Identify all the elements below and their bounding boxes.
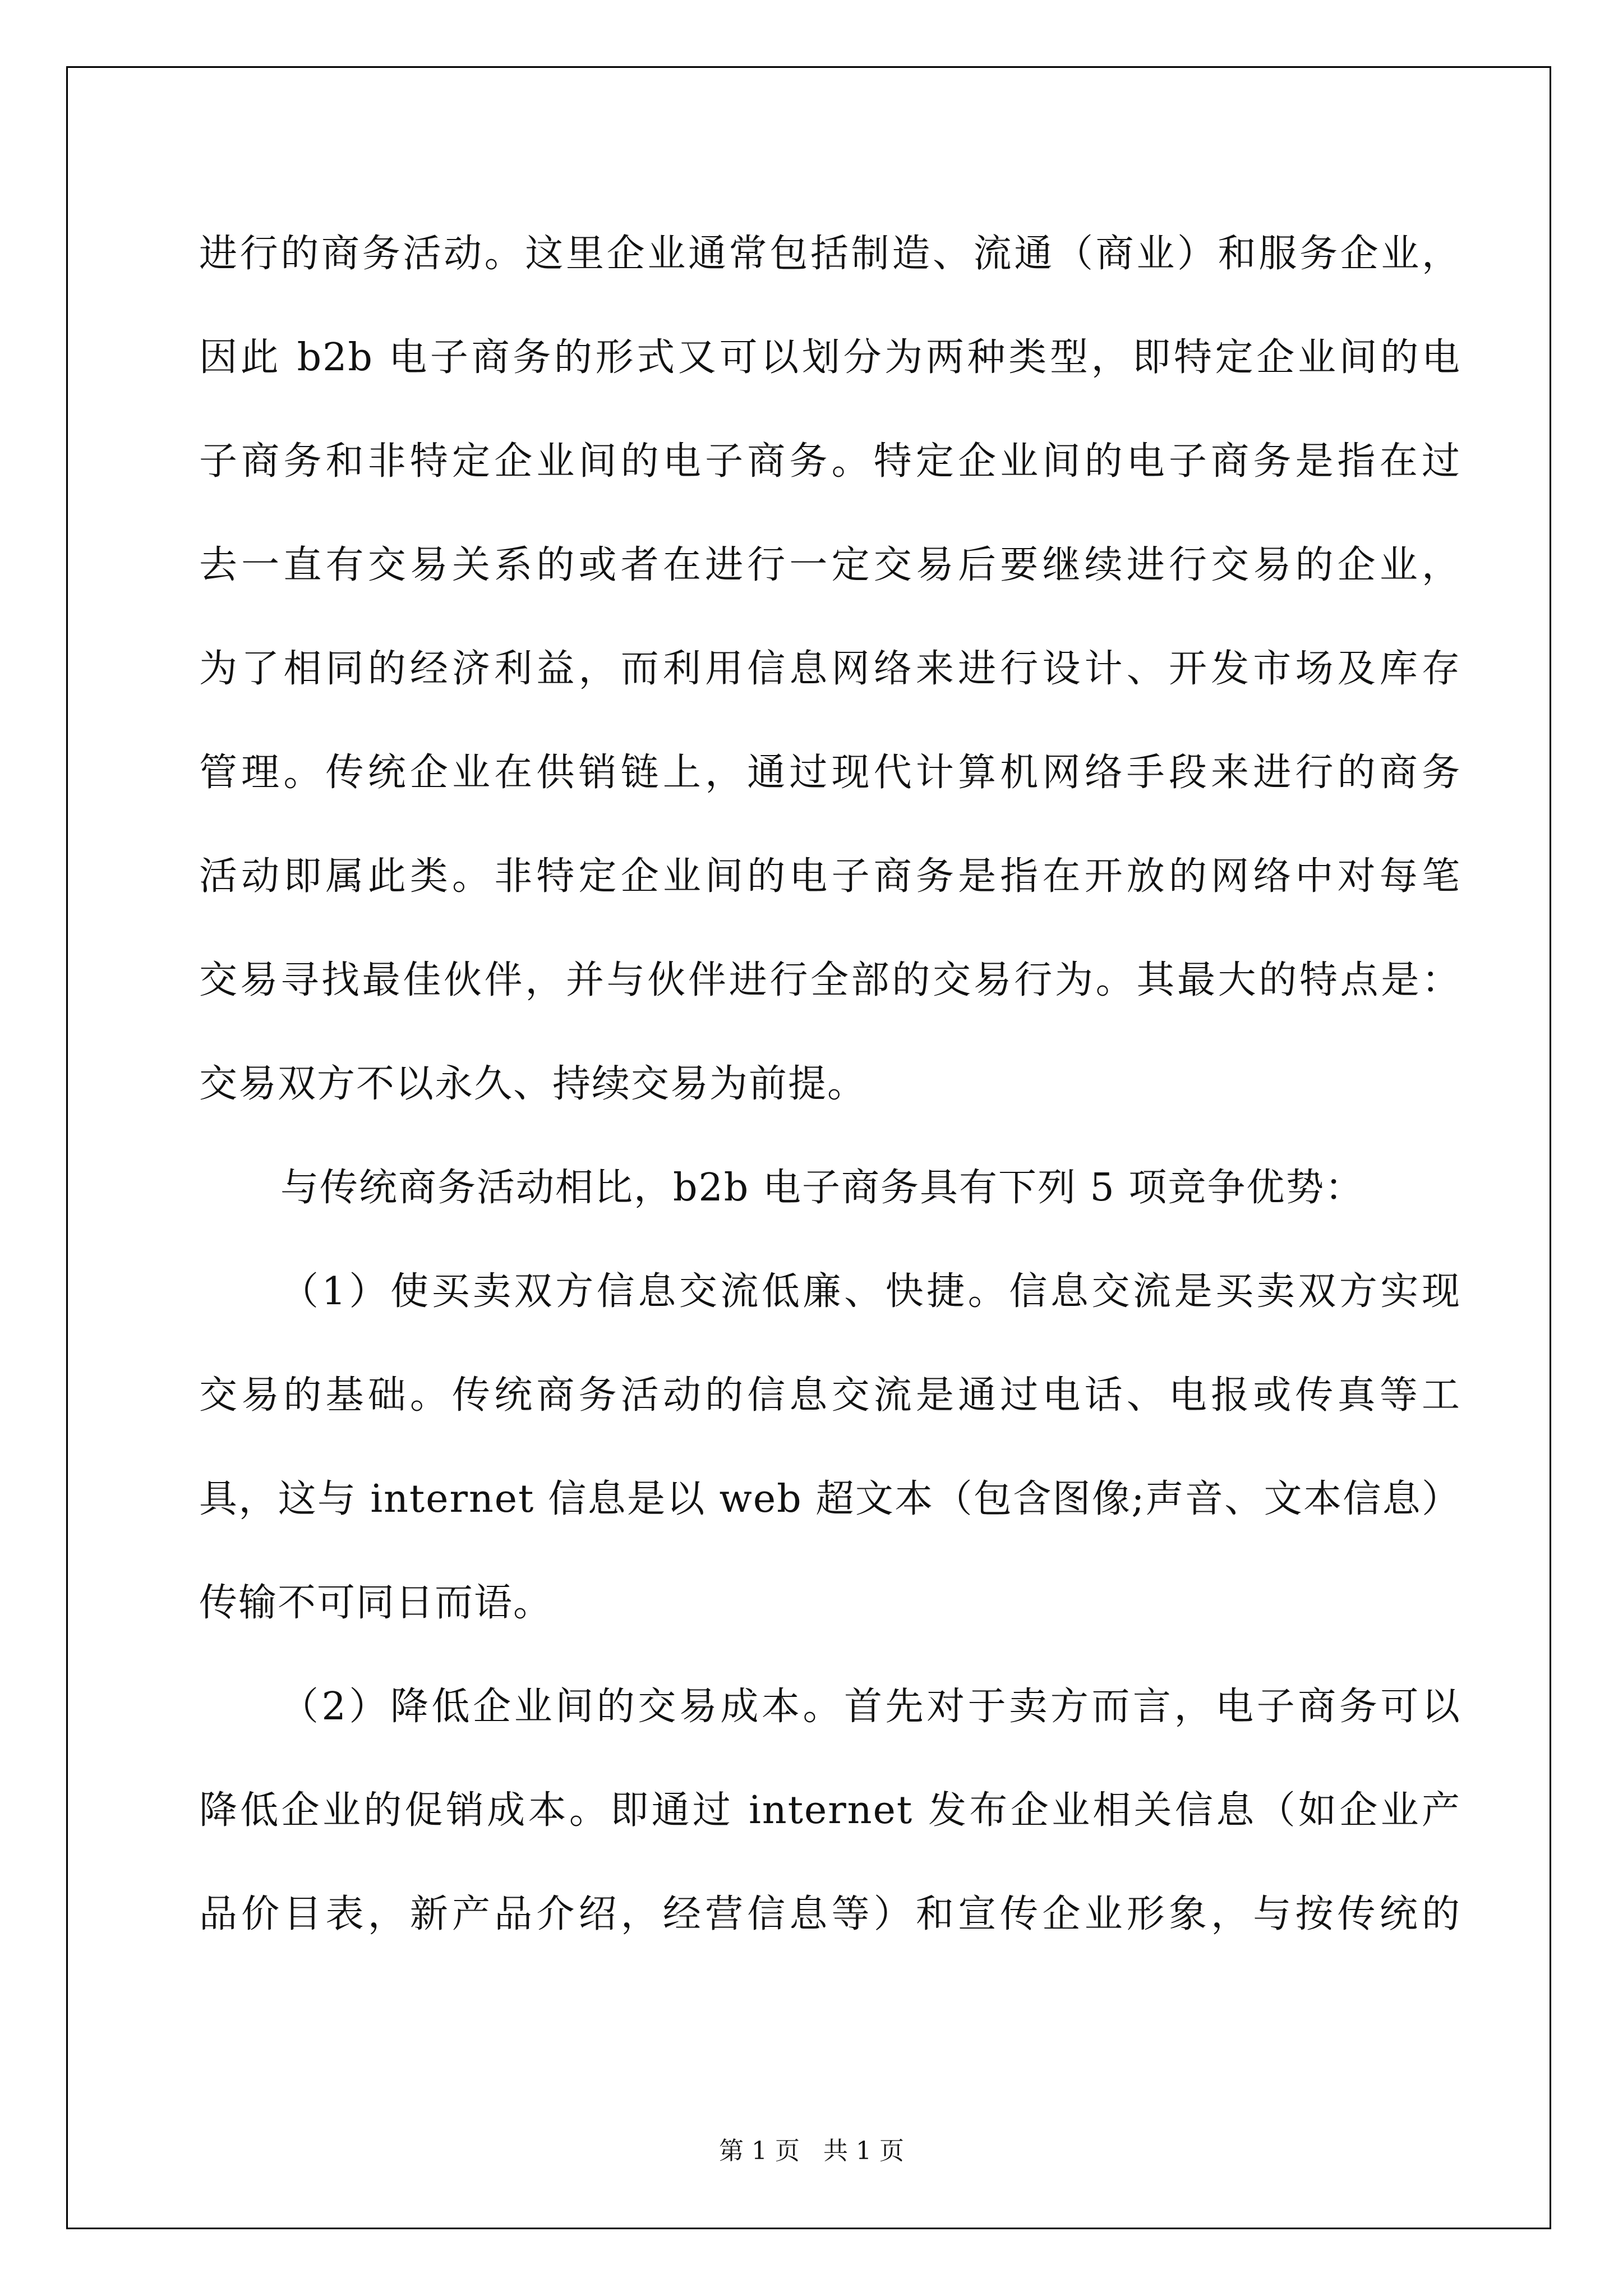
- text-line-8: 交易寻找最佳伙伴，并与伙伴进行全部的交易行为。其最大的特点是：: [199, 958, 1461, 1002]
- text-line-3: 子商务和非特定企业间的电子商务。特定企业间的电子商务是指在过: [199, 439, 1461, 484]
- text-line-11: （1）使买卖双方信息交流低廉、快捷。信息交流是买卖双方实现: [280, 1269, 1461, 1314]
- text-line-9: 交易双方不以永久、持续交易为前提。: [199, 1062, 867, 1106]
- text-line-5: 为了相同的经济利益，而利用信息网络来进行设计、开发市场及库存: [199, 647, 1461, 691]
- text-line-14: 传输不可同日而语。: [199, 1581, 553, 1625]
- text-line-6: 管理。传统企业在供销链上，通过现代计算机网络手段来进行的商务: [199, 751, 1461, 795]
- text-line-16: 降低企业的促销成本。即通过 internet 发布企业相关信息（如企业产: [199, 1788, 1461, 1833]
- text-line-10: 与传统商务活动相比，b2b 电子商务具有下列 5 项竞争优势：: [280, 1166, 1364, 1210]
- text-line-13: 具，这与 internet 信息是以 web 超文本（包含图像;声音、文本信息）: [199, 1477, 1461, 1521]
- text-line-7: 活动即属此类。非特定企业间的电子商务是指在开放的网络中对每笔: [199, 854, 1461, 899]
- text-line-17: 品价目表，新产品介绍，经营信息等）和宣传企业形象，与按传统的: [199, 1892, 1461, 1936]
- text-line-15: （2）降低企业间的交易成本。首先对于卖方而言，电子商务可以: [280, 1685, 1461, 1729]
- text-line-1: 进行的商务活动。这里企业通常包括制造、流通（商业）和服务企业，: [199, 232, 1461, 276]
- page-number-footer: 第 1 页 共 1 页: [719, 2137, 904, 2165]
- text-line-2: 因此 b2b 电子商务的形式又可以划分为两种类型，即特定企业间的电: [199, 335, 1461, 380]
- text-line-12: 交易的基础。传统商务活动的信息交流是通过电话、电报或传真等工: [199, 1373, 1461, 1418]
- text-line-4: 去一直有交易关系的或者在进行一定交易后要继续进行交易的企业，: [199, 543, 1461, 587]
